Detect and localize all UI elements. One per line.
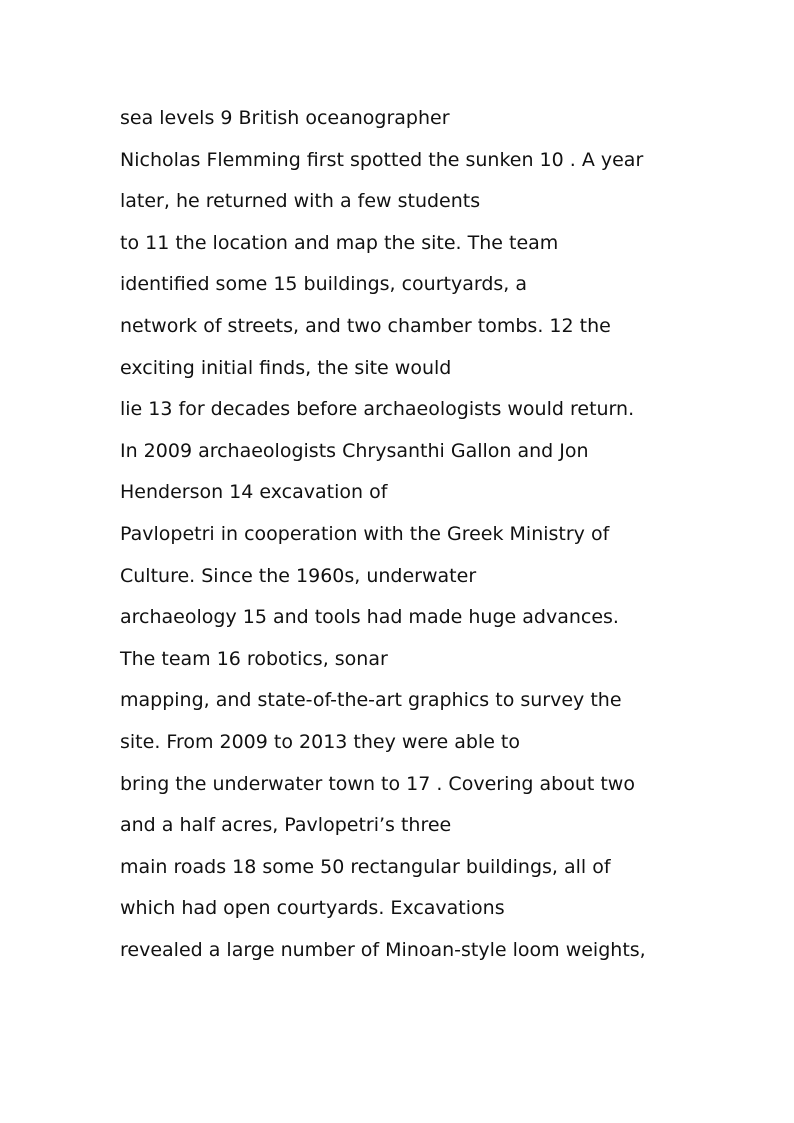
passage-text: [120, 98, 760, 971]
text-line-14: The team 16 robotics, sonar: [120, 647, 388, 670]
text-line-16: site. From 2009 to 2013 they were able to: [120, 730, 521, 753]
text-line-9: In 2009 archaeologists Chrysanthi Gallon and Jon: [120, 439, 589, 462]
text-line-6: network of streets, and two chamber tombs. 12 the: [120, 314, 611, 337]
text-line-3: later, he returned with a few students: [120, 190, 481, 213]
text-line-15: mapping, and state-of-the-art graphics to survey the: [120, 689, 622, 712]
text-line-11: Pavlopetri in cooperation with the Greek Ministry of: [120, 522, 610, 545]
text-line-4: to 11 the location and map the site. The team: [120, 231, 559, 254]
text-line-7: exciting initial finds, the site would: [120, 356, 452, 379]
text-line-12: Culture. Since the 1960s, underwater: [120, 564, 477, 587]
text-line-1: sea levels 9 British oceanographer: [120, 107, 450, 129]
text-line-17: bring the underwater town to 17 . Covering about two: [120, 772, 635, 795]
text-line-13: archaeology 15 and tools had made huge advances.: [120, 606, 619, 629]
text-line-2: Nicholas Flemming first spotted the sunken 10 . A year: [120, 148, 644, 171]
text-line-8: lie 13 for decades before archaeologists would return.: [120, 398, 635, 421]
text-line-10: Henderson 14 excavation of: [120, 481, 388, 504]
text-line-19: main roads 18 some 50 rectangular buildings, all of: [120, 855, 611, 878]
text-line-21: revealed a large number of Minoan-style loom weights,: [120, 938, 646, 961]
text-line-20: which had open courtyards. Excavations: [120, 897, 505, 920]
text-line-5: identified some 15 buildings, courtyards, a: [120, 273, 528, 296]
text-line-18: and a half acres, Pavlopetri’s three: [120, 814, 452, 837]
